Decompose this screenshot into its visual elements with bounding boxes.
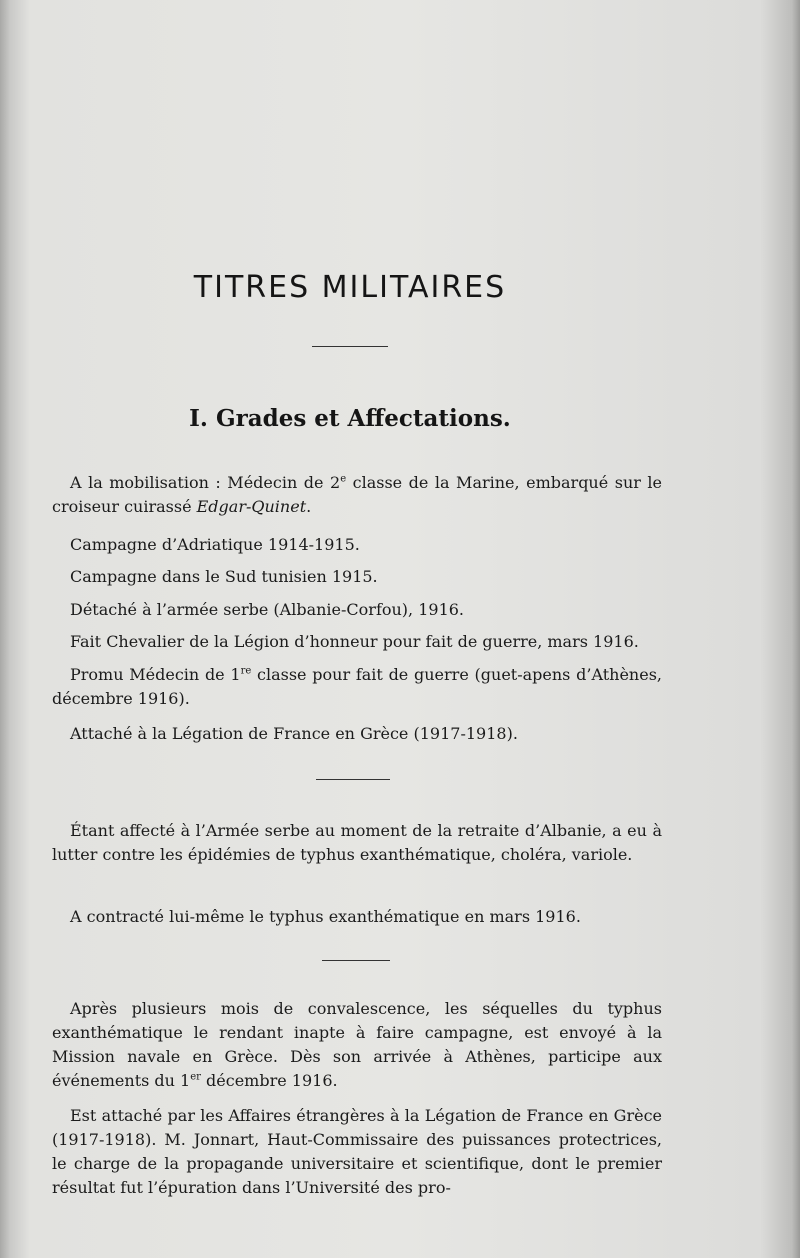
paragraph-typhus: A contracté lui-même le typhus exanthématique en mars 1916. — [70, 907, 581, 926]
entry-mobilisation-text-a: A la mobilisation : Médecin de 2 — [70, 473, 341, 492]
section-heading: I. Grades et Affectations. — [189, 405, 511, 432]
ship-name: Edgar-Quinet — [196, 497, 307, 516]
entry-promu — [52, 663, 662, 711]
entry-mobilisation-text-b: classe de la Marine, embarqué sur le croiseur cuirassé — [52, 473, 662, 516]
divider-1 — [316, 779, 390, 780]
superscript-e: e — [340, 473, 347, 485]
paragraph-convalescence-text: Après plusieurs mois de convalescence, les séquelles du typhus exanthématique le rendant inapte à faire campagne, est envoyé à la Mission navale en Grèce. Dès son arrivée à Athènes, participe aux événements du 1 — [52, 999, 662, 1090]
entry-mobilisation-end: . — [306, 497, 312, 516]
page-title: TITRES MILITAIRES — [193, 270, 507, 305]
paragraph-convalescence — [52, 997, 662, 1093]
entry-legion-honneur: Fait Chevalier de la Légion d’honneur pour fait de guerre, mars 1916. — [70, 632, 639, 651]
paragraph-armee-serbe: Étant affecté à l’Armée serbe au moment de la retraite d’Albanie, a eu à lutter contre les épidémies de typhus exanthématique, choléra, variole. — [52, 821, 662, 864]
entry-promu-text-b: classe pour fait de guerre (guet-apens d’Athènes, décembre 1916). — [52, 665, 663, 708]
entry-mobilisation — [52, 471, 662, 519]
entry-sud-tunisien: Campagne dans le Sud tunisien 1915. — [70, 567, 378, 586]
superscript-re: re — [240, 665, 252, 677]
paragraph-convalescence-end: décembre 1916. — [200, 1071, 338, 1090]
title-divider — [312, 346, 388, 347]
entry-adriatique: Campagne d’Adriatique 1914-1915. — [70, 535, 360, 554]
divider-2 — [322, 960, 390, 961]
entry-armee-serbe: Détaché à l’armée serbe (Albanie-Corfou), 1916. — [70, 600, 465, 619]
entry-legation: Attaché à la Légation de France en Grèce (1917-1918). — [70, 724, 518, 743]
entry-promu-text-a: Promu Médecin de 1 — [70, 665, 241, 684]
superscript-er: er — [190, 1071, 201, 1083]
paragraph-legation-grece: Est attaché par les Affaires étrangères à la Légation de France en Grèce (1917-1918). M. Jonnart, Haut-Commissaire des puissances protectrices, le charge de la propagande universitaire et scientifique, dont le premier résultat fut l’épuration dans l’Université des pro- — [52, 1106, 662, 1197]
